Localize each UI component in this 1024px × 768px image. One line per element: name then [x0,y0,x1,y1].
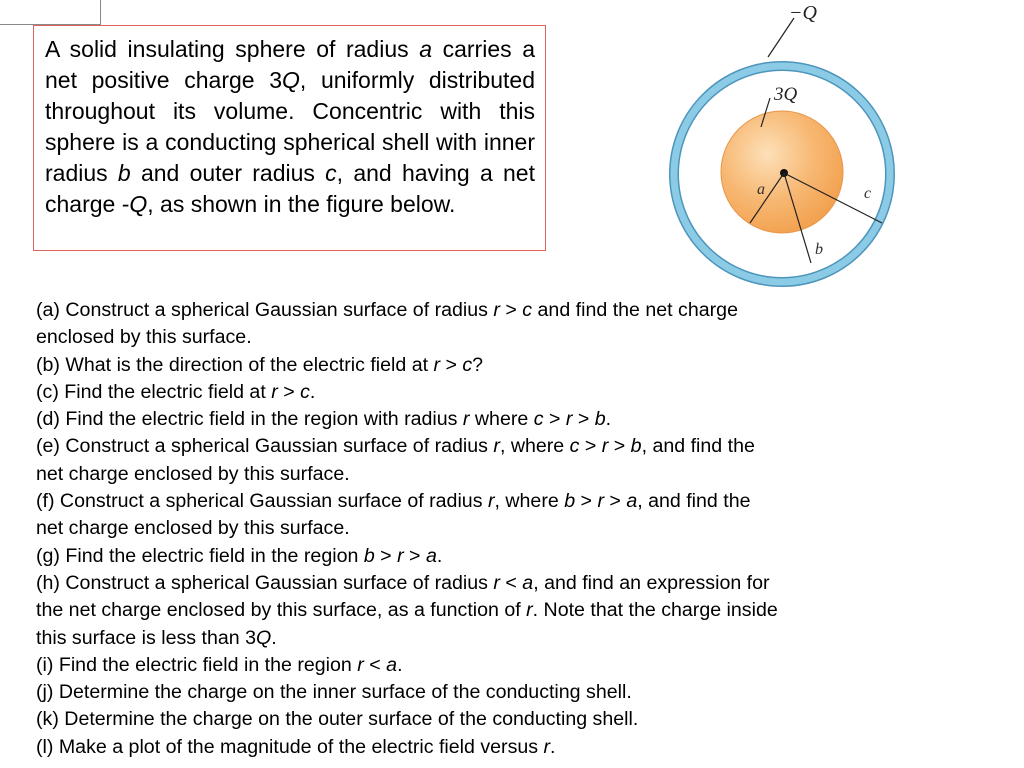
q-text: (e) Construct a spherical Gaussian surface of radius [36,435,494,458]
q-text: > [579,435,602,458]
q-var: r [493,435,500,458]
q-text: , where [494,490,565,513]
q-text: > [603,490,627,513]
q-text: the net charge enclosed by this surface, as a function of [36,599,527,622]
q-var: c [569,435,580,458]
var-a: a [419,36,433,62]
q-text: (l) Make a plot of the magnitude of the electric field versus [36,735,544,758]
q-var: c [300,380,310,403]
intro-text: , uniformly distributed throughout its volume. Concentric with this sphere is a conducting spherical shell with inner radius [45,67,536,186]
q-var: b [630,435,642,458]
q-text: . [271,626,277,649]
q-var: b [564,490,576,513]
radius-b-label: b [815,241,823,258]
q-var: b [594,408,606,431]
q-var: r [493,571,500,594]
q-var: c [462,353,473,376]
question-list [36,297,916,761]
q-text: this surface is less than 3 [36,626,256,649]
problem-statement-box [33,25,546,251]
q-text: > [403,544,426,567]
q-var: a [386,653,398,676]
q-text: , where [499,435,570,458]
q-var: a [425,544,437,567]
q-text: , and find an expression for [533,571,770,594]
intro-text: and outer radius [130,160,326,186]
q-text: (c) Find the electric field at [36,380,272,403]
q-text: and find the net charge [532,299,738,321]
q-text: < [499,571,523,594]
question-d [36,406,916,433]
problem-statement [45,34,535,220]
question-a-cont [36,324,916,351]
q-var: r [565,408,573,431]
q-text: net charge enclosed by this surface. [36,462,350,485]
shell-charge-label: −Q [789,2,817,24]
sphere-charge-label: 3Q [774,84,798,105]
sphere-shell-figure [660,0,922,292]
var-c: c [325,160,337,186]
q-text: (k) Determine the charge on the outer surface of the conducting shell. [36,708,639,731]
radius-c-label: c [864,185,872,202]
question-j [36,679,916,706]
q-text: . Note that the charge inside [532,599,778,622]
q-var: r [543,735,551,758]
question-l [36,734,916,761]
q-var: c [533,408,544,431]
var-Q: Q [282,67,300,93]
q-text: where [469,408,534,431]
q-text: < [363,653,387,676]
q-var: r [397,544,404,567]
radius-a-label: a [757,181,765,198]
question-a [36,297,916,324]
q-text: (h) Construct a spherical Gaussian surface of radius [36,571,494,594]
q-text: (a) Construct a spherical Gaussian surface of radius [36,299,494,321]
q-text: enclosed by this surface. [36,326,252,349]
q-text: > [440,353,463,376]
question-e [36,433,916,460]
question-k [36,706,916,733]
q-text: (i) Find the electric field in the region [36,653,358,676]
q-var: r [357,653,364,676]
question-h [36,570,916,597]
q-var: a [626,490,638,513]
q-text: . [397,653,403,676]
q-text: net charge enclosed by this surface. [36,517,350,540]
intro-text: , as shown in the figure below. [147,191,456,217]
question-f [36,488,916,515]
question-i [36,652,916,679]
q-text: (f) Construct a spherical Gaussian surface of radius [36,490,488,513]
intro-text: , and having a net charge - [45,160,535,217]
q-text: > [374,544,398,567]
q-text: , and find the [641,435,755,458]
q-text: > [277,380,301,403]
q-text: (j) Determine the charge on the inner surface of the conducting shell. [36,681,632,704]
q-var: r [433,353,441,376]
q-var: r [597,490,604,513]
question-g [36,543,916,570]
q-text: . [605,408,612,431]
q-var: r [493,299,500,321]
intro-text: A solid insulating sphere of radius [45,36,420,62]
corner-frame [0,0,101,25]
q-var: r [601,435,609,458]
q-var: r [462,408,470,431]
q-text: (b) What is the direction of the electric field at [36,353,434,376]
q-text: (g) Find the electric field in the region [36,544,364,567]
q-text: > [575,490,598,513]
q-text: (d) Find the electric field in the region with radius [36,408,463,431]
q-var: r [271,380,278,403]
q-var: a [522,571,534,594]
q-text: > [499,299,523,321]
q-text: > [572,408,595,431]
q-var: Q [256,626,272,649]
question-f-cont [36,515,916,542]
q-text: , and find the [637,490,751,513]
var-Q: Q [129,191,148,217]
q-var: c [522,299,533,321]
q-var: r [487,490,495,513]
question-e-cont [36,461,916,488]
question-c [36,379,916,406]
q-text: . [436,544,443,567]
q-text: . [550,735,556,758]
question-h-cont2 [36,625,916,652]
question-h-cont [36,597,916,624]
q-var: b [363,544,375,567]
q-text: ? [472,353,484,376]
question-b [36,352,916,379]
var-b: b [117,160,131,186]
q-text: > [608,435,631,458]
intro-text: carries a net positive charge 3 [45,36,535,93]
q-text: . [309,380,316,403]
q-var: r [526,599,533,622]
q-text: > [543,408,566,431]
